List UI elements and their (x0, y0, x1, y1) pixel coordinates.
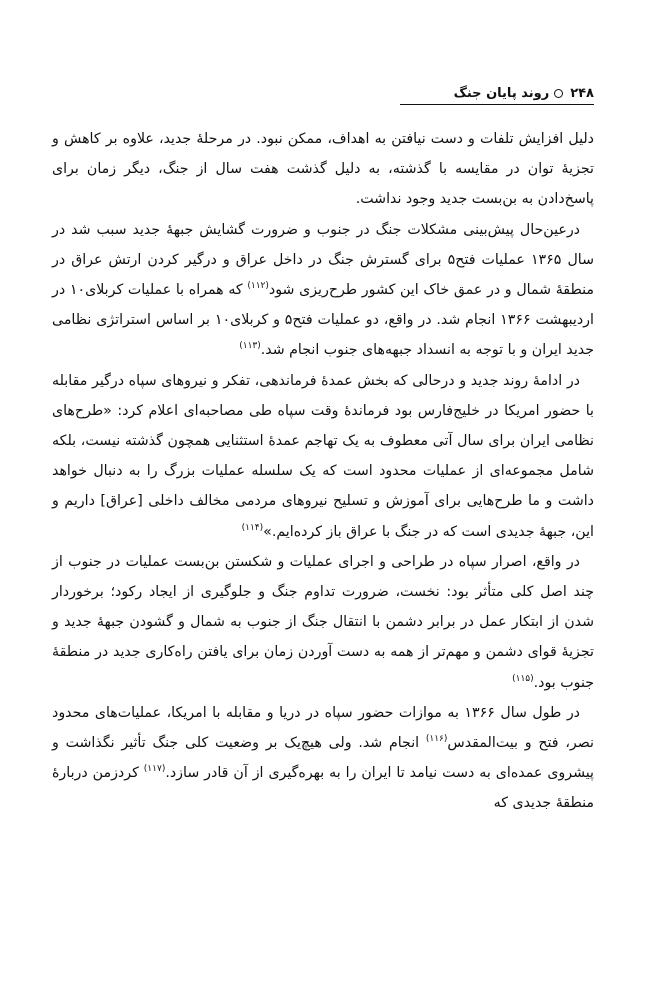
text-run: انجام شد. ولی هیچ‌یک بر وضعیت کلی جنگ تأثیر نگذاشت و پیشروی عمده‌ای به دست نیامد تا ایران را به بهره‌گیری از آن قادر سازد. (52, 735, 594, 782)
text-run: کردزمن دربارهٔ منطقهٔ جدیدی که (52, 765, 594, 812)
footnote-reference: (۱۱۵) (512, 673, 534, 684)
paragraph-p2 (52, 215, 594, 366)
running-title: روند پایان جنگ (453, 85, 550, 101)
running-header (52, 82, 594, 104)
text-run: درعین‌حال پیش‌بینی مشکلات جنگ در جنوب و ضرورت گشایش جبههٔ جدید سبب شد در سال ۱۳۶۵ عملیات فتح۵ برای گسترش جنگ در داخل عراق و درگیر کردن ارتش عراق در منطقهٔ شمال و در عمق خاک این کشور طرح‌ریزی شود (52, 221, 594, 299)
header-rule (400, 104, 594, 105)
footnote-reference: (۱۱۶) (425, 734, 448, 745)
footnote-reference: (۱۱۲) (247, 281, 269, 292)
paragraph-p1 (52, 124, 594, 215)
page-number: ۲۴۸ (570, 85, 594, 101)
text-run: دلیل افزایش تلفات و دست نیافتن به اهداف، ممکن نبود. در مرحلهٔ جدید، علاوه بر کاهش و تجزیهٔ توان در مقایسه با گذشته، به دلیل گذشت هفت سال از جنگ، دیگر زمان برای پاسخ‌دادن به بن‌بست جدید وجود نداشت. (52, 131, 594, 208)
footnote-reference: (۱۱۷) (143, 764, 166, 775)
text-run: که همراه با عملیات کربلای۱۰ در اردیبهشت ۱۳۶۶ انجام شد. در واقع، دو عملیات فتح۵ و کربلای۱۰ بر اساس استراتژی نظامی جدید ایران و با توجه به انسداد جبهه‌های جنوب انجام شد. (52, 282, 594, 359)
text-run: در طول سال ۱۳۶۶ به موازات حضور سپاه در دریا و مقابله با امریکا، عملیات‌های محدود نصر، فتح و بیت‌المقدس (52, 704, 594, 752)
text-run: در ادامهٔ روند جدید و درحالی که بخش عمدهٔ فرماندهی، تفکر و نیروهای سپاه درگیر مقابله با حضور امریکا در خلیج‌فارس بود فرماندهٔ وقت سپاه طی مصاحبه‌ای اعلام کرد: «طرح‌های نظامی ایران برای سال آتی معطوف به یک تهاجم عمدهٔ استثنایی همچون گذشته نیست، بلکه شامل مجموعه‌ای از عملیات محدود است که یک سلسله عملیات بزرگ را به دنبال خواهد داشت و ما طرح‌هایی برای آموزش و تسلیح نیروهای مردمی مخالف داخلی [عراق] داریم و این، جبههٔ جدیدی است که در جنگ با عراق باز کرده‌ایم.» (52, 372, 594, 540)
footnote-reference: (۱۱۴) (241, 522, 264, 533)
body-text (52, 124, 594, 819)
paragraph-p5 (52, 698, 594, 819)
text-run: در واقع، اصرار سپاه در طراحی و اجرای عملیات و شکستن بن‌بست عملیات در جنوب از چند اصل کلی متأثر بود: نخست، ضرورت تداوم جنگ و جلوگیری از ایجاد رکود؛ برخوردار شدن از ابتکار عمل در برابر دشمن با انتقال جنگ از جنوب به شمال و گشودن جبههٔ جدید و تجزیهٔ قوای دشمن و مهم‌تر از همه به دست آوردن زمان برای یافتن راه‌کاری جدید در منطقهٔ جنوب بود. (52, 553, 594, 691)
paragraph-p3 (52, 366, 594, 547)
footnote-reference: (۱۱۳) (239, 341, 261, 352)
circle-bullet-icon (554, 89, 563, 98)
paragraph-p4 (52, 547, 594, 698)
